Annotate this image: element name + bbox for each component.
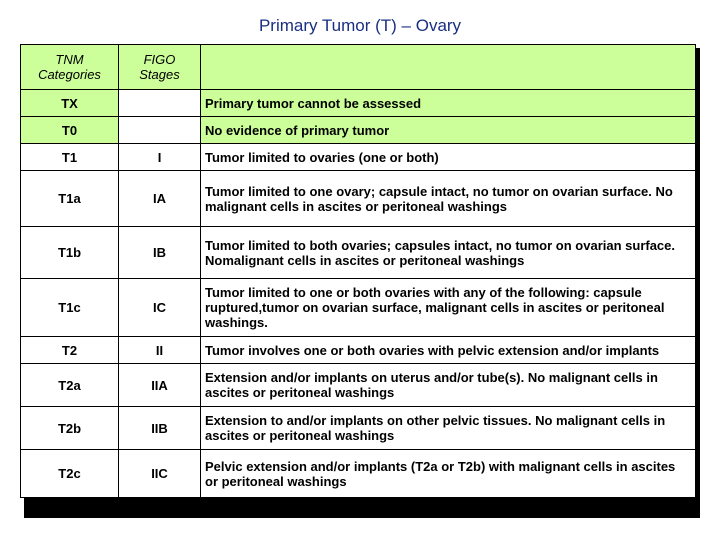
header-figo: FIGO Stages — [119, 45, 201, 90]
table-row — [21, 117, 696, 144]
table-row — [21, 364, 696, 407]
tnm-cell: T1 — [21, 144, 119, 171]
page-title: Primary Tumor (T) – Ovary — [258, 16, 462, 35]
desc-cell: Extension and/or implants on uterus and/or tube(s). No malignant cells in ascites or peritoneal washings — [201, 364, 696, 407]
tnm-cell: T1a — [21, 171, 119, 227]
figo-cell — [119, 90, 201, 117]
figo-cell: IB — [119, 227, 201, 279]
tnm-cell: T1c — [21, 279, 119, 337]
desc-cell: Primary tumor cannot be assessed — [201, 90, 696, 117]
table-row — [21, 144, 696, 171]
figo-cell: IIB — [119, 407, 201, 450]
tnm-cell: T2c — [21, 450, 119, 498]
tnm-cell: T2a — [21, 364, 119, 407]
desc-cell: Tumor limited to ovaries (one or both) — [201, 144, 696, 171]
desc-cell: Extension to and/or implants on other pelvic tissues. No malignant cells in ascites or peritoneal washings — [201, 407, 696, 450]
desc-cell: Tumor limited to one ovary; capsule intact, no tumor on ovarian surface. No malignant cells in ascites or peritoneal washings — [201, 171, 696, 227]
table-row — [21, 227, 696, 279]
tnm-cell: T2 — [21, 337, 119, 364]
figo-cell: IIA — [119, 364, 201, 407]
header-empty — [201, 45, 696, 90]
desc-cell: Tumor limited to both ovaries; capsules intact, no tumor on ovarian surface. Nomalignant cells in ascites or peritoneal washings — [201, 227, 696, 279]
table-row — [21, 279, 696, 337]
table-row — [21, 337, 696, 364]
desc-cell: Tumor involves one or both ovaries with pelvic extension and/or implants — [201, 337, 696, 364]
tnm-cell: TX — [21, 90, 119, 117]
table-row — [21, 407, 696, 450]
figo-cell: IA — [119, 171, 201, 227]
figo-cell: IIC — [119, 450, 201, 498]
table-header-row — [21, 45, 696, 90]
figo-cell — [119, 117, 201, 144]
tnm-cell: T1b — [21, 227, 119, 279]
figo-cell: II — [119, 337, 201, 364]
desc-cell: Pelvic extension and/or implants (T2a or T2b) with malignant cells in ascites or peritoneal washings — [201, 450, 696, 498]
figo-cell: I — [119, 144, 201, 171]
tnm-cell: T2b — [21, 407, 119, 450]
table-row — [21, 90, 696, 117]
desc-cell: No evidence of primary tumor — [201, 117, 696, 144]
table-row — [21, 450, 696, 498]
tnm-cell: T0 — [21, 117, 119, 144]
tnm-staging-table — [20, 44, 696, 498]
figo-cell: IC — [119, 279, 201, 337]
desc-cell: Tumor limited to one or both ovaries with any of the following: capsule ruptured,tumor on ovarian surface, malignant cells in ascites or peritoneal washings. — [201, 279, 696, 337]
header-tnm: TNM Categories — [21, 45, 119, 90]
table-row — [21, 171, 696, 227]
